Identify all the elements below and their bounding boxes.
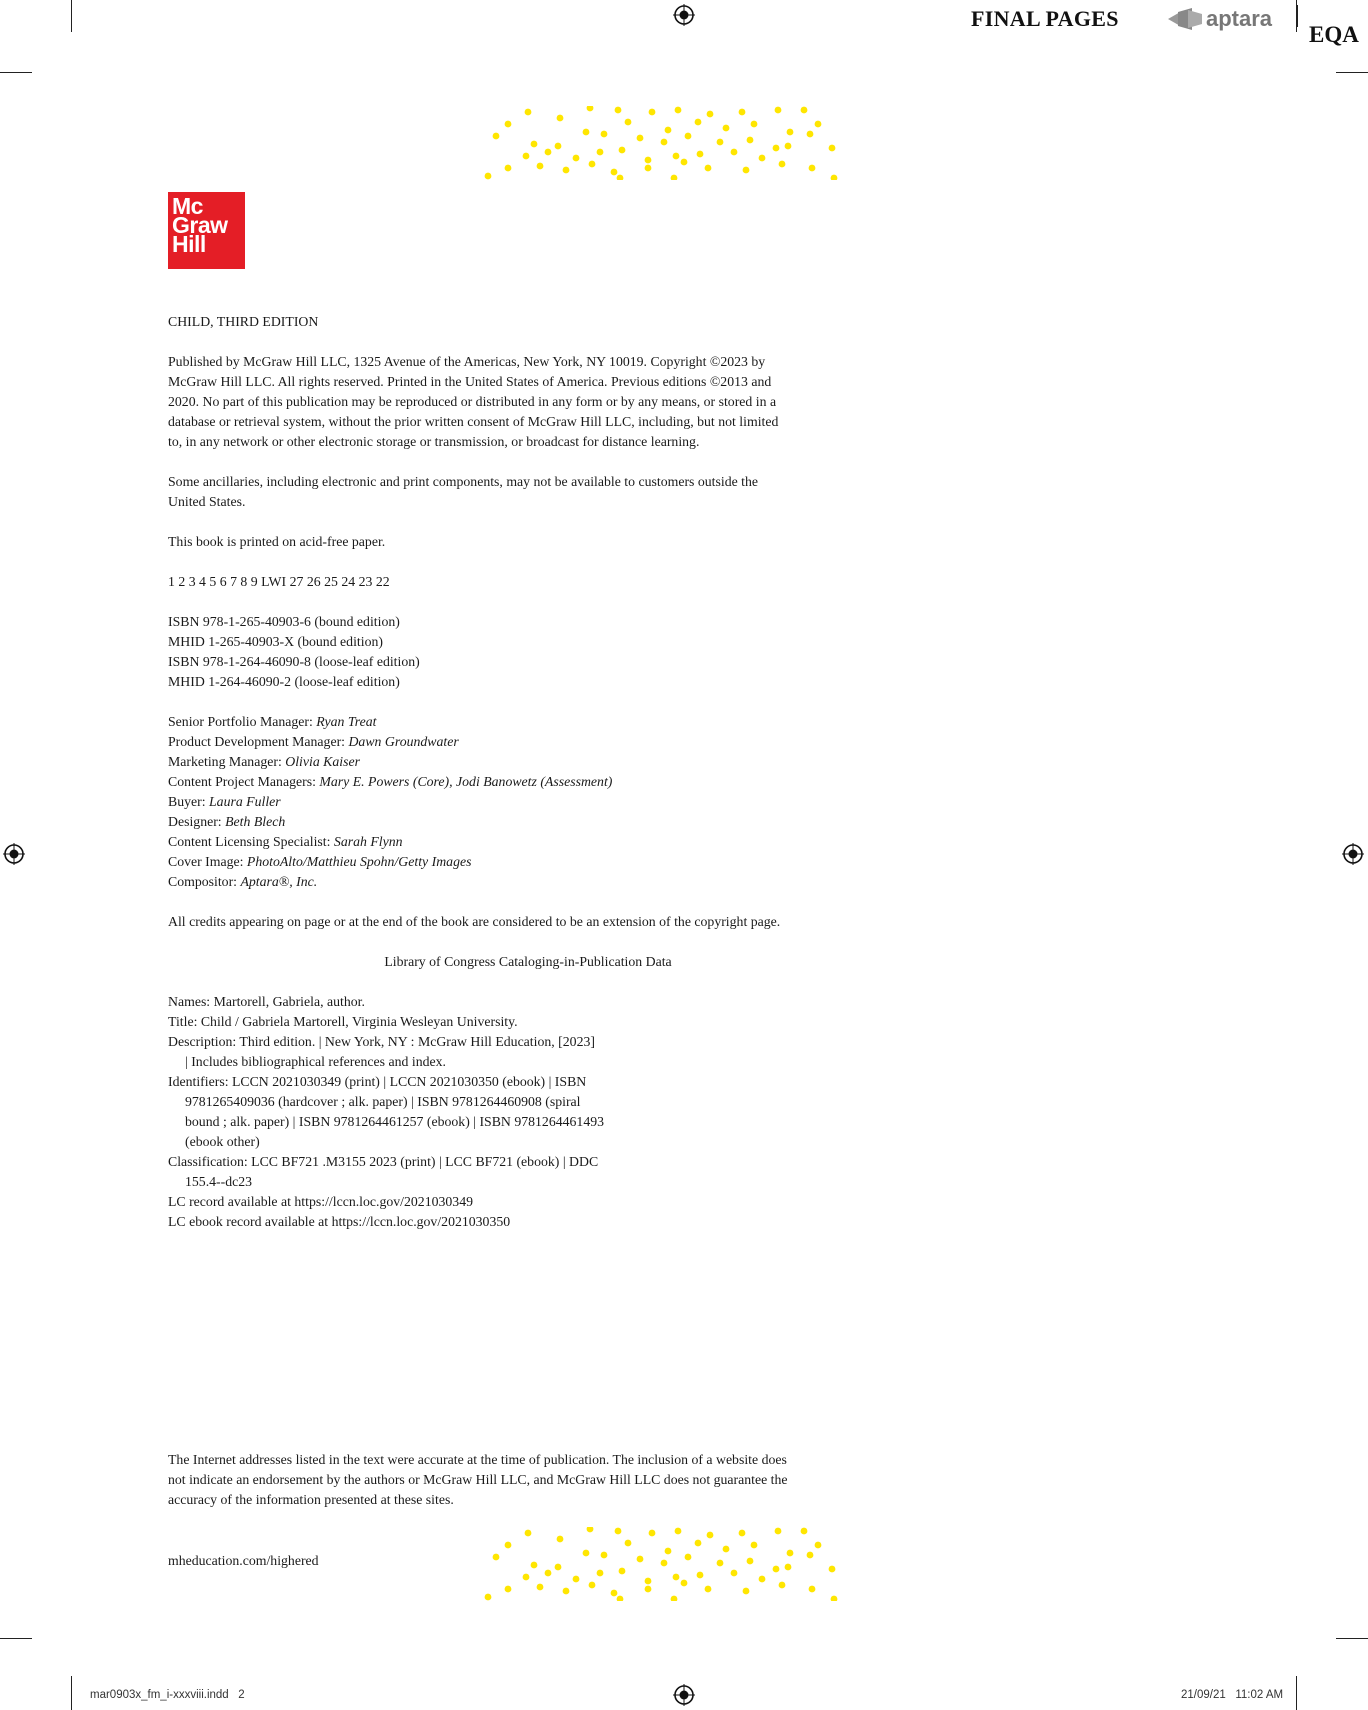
cip-line: Identifiers: LCCN 2021030349 (print) | LCCN 2021030350 (ebook) | ISBN [168,1074,587,1089]
dot [637,135,644,142]
dot [573,155,580,162]
dot [747,137,754,144]
dot [739,1530,746,1537]
date-time-slug: 21/09/21 11:02 AM [1181,1689,1284,1701]
dot [809,1586,816,1593]
dot [531,141,538,148]
credit-name: Ryan Treat [316,714,377,729]
text-line: Some ancillaries, including electronic and print components, may not be available to customers outside the [168,474,759,489]
dot [785,143,792,150]
dot [625,1540,632,1547]
dot [671,1596,678,1601]
registration-mark-icon [1342,843,1364,865]
crop-mark-bottom-right-h [1336,1638,1368,1639]
ancillaries-paragraph [168,472,898,512]
cip-line: Names: Martorell, Gabriela, author. [168,994,365,1009]
dot [525,1530,532,1537]
credit-line [168,812,898,832]
dot [537,163,544,170]
cip-line: Title: Child / Gabriela Martorell, Virginia Wesleyan University. [168,1014,518,1029]
credit-role: Marketing Manager: [168,754,286,769]
aptara-mark-icon [1168,8,1202,30]
dot [815,121,822,128]
credits-block [168,712,898,892]
dot [645,165,652,172]
dot [695,119,702,126]
credit-line [168,712,898,732]
book-title: CHILD, THIRD EDITION [168,314,319,329]
dot-pattern-top [484,106,840,180]
credit-line [168,872,898,892]
website-address: mheducation.com/highered [168,1553,319,1568]
slug-divider [1297,5,1298,27]
registration-mark-icon [673,1684,695,1706]
dot [775,1528,782,1535]
isbn-line: ISBN 978-1-265-40903-6 (bound edition) [168,614,400,629]
dot [731,149,738,156]
dot [751,121,758,128]
dot [563,1588,570,1595]
text-line: accuracy of the information presented at these sites. [168,1492,454,1507]
dot [681,159,688,166]
dot [779,161,786,168]
registration-mark-icon [673,4,695,26]
dot [809,165,816,172]
internet-disclaimer [168,1450,898,1510]
dot [759,1576,766,1583]
credit-role: Senior Portfolio Manager: [168,714,317,729]
dot [557,1536,564,1543]
dot [801,1528,808,1535]
credits-extension-note: All credits appearing on page or at the end of the book are considered to be an extension of the copyright page. [168,914,781,929]
text-line: database or retrieval system, without the prior written consent of McGraw Hill LLC, including, but not limited [168,414,779,429]
dot [831,1596,838,1601]
text-line: McGraw Hill LLC. All rights reserved. Printed in the United States of America. Previous editions ©2013 and [168,374,772,389]
dot [649,109,656,116]
text-line: to, in any network or other electronic storage or transmission, or broadcast for distance learning. [168,434,700,449]
dot [505,121,512,128]
crop-mark-top-right-h [1336,72,1368,73]
credit-line [168,832,898,852]
final-pages-label: FINAL PAGES [971,6,1119,31]
dot [829,145,836,152]
credit-line [168,772,898,792]
dot [587,106,594,111]
cip-line: 155.4--dc23 [185,1174,253,1189]
acid-free-note: This book is printed on acid-free paper. [168,534,386,549]
dot [645,1578,652,1585]
credit-role: Cover Image: [168,854,247,869]
cip-line: | Includes bibliographical references and index. [185,1054,446,1069]
credit-name: Sarah Flynn [333,834,403,849]
credit-role: Designer: [168,814,226,829]
dot [601,131,608,138]
cip-heading: Library of Congress Cataloging-in-Publication Data [384,954,672,969]
dot [645,157,652,164]
printing-line: 1 2 3 4 5 6 7 8 9 LWI 27 26 25 24 23 22 [168,574,390,589]
isbn-line: MHID 1-264-46090-2 (loose-leaf edition) [168,674,400,689]
dot [557,115,564,122]
dot [801,107,808,114]
logo-line: Mc [172,193,203,219]
cip-block [168,992,898,1232]
dot [751,1542,758,1549]
cip-line: Classification: LCC BF721 .M3155 2023 (print) | LCC BF721 (ebook) | DDC [168,1154,599,1169]
dot [671,175,678,180]
dot [695,1540,702,1547]
credit-role: Compositor: [168,874,241,889]
logo-line: Hill [172,231,206,257]
dot [743,167,750,174]
dot [743,1588,750,1595]
dot [505,1586,512,1593]
dot [675,1528,682,1535]
text-line: 2020. No part of this publication may be reproduced or distributed in any form or by any means, or stored in a [168,394,777,409]
credit-name: Aptara®, Inc. [240,874,318,889]
credit-name: Olivia Kaiser [285,754,360,769]
dot [649,1530,656,1537]
crop-mark-bottom-right-v [1296,1676,1297,1710]
dot [673,1574,680,1581]
dot [505,1542,512,1549]
isbn-block [168,612,898,692]
dot [707,1532,714,1539]
dot [615,1528,622,1535]
dot [697,1572,704,1579]
dot [779,1582,786,1589]
dot [493,133,500,140]
credit-name: Dawn Groundwater [348,734,459,749]
aptara-logo [1168,6,1272,32]
dot [611,1590,618,1597]
cip-line: 9781265409036 (hardcover ; alk. paper) | ISBN 9781264460908 (spiral [185,1094,581,1109]
credit-line [168,792,898,812]
cip-line: LC ebook record available at https://lccn.loc.gov/2021030350 [168,1214,511,1229]
dot [787,129,794,136]
cip-line: bound ; alk. paper) | ISBN 9781264461257 (ebook) | ISBN 9781264461493 [185,1114,605,1129]
file-name-slug: mar0903x_fm_i-xxxviii.indd 2 [90,1689,245,1701]
dot [523,153,530,160]
text-line: not indicate an endorsement by the authors or McGraw Hill LLC, and McGraw Hill LLC does not guarantee the [168,1472,788,1487]
dot [717,139,724,146]
dot [619,147,626,154]
dot [611,169,618,176]
dot [617,1596,624,1601]
dot [775,107,782,114]
dot [759,155,766,162]
credit-line [168,852,898,872]
credit-name: Mary E. Powers (Core), Jodi Banowetz (Assessment) [319,774,613,789]
credit-name: PhotoAlto/Matthieu Spohn/Getty Images [246,854,472,869]
dot [807,131,814,138]
dot [589,1582,596,1589]
dot [675,107,682,114]
dot [705,1586,712,1593]
credit-role: Content Licensing Specialist: [168,834,334,849]
dot [617,175,624,180]
credit-role: Product Development Manager: [168,734,349,749]
dot [723,125,730,132]
credit-role: Buyer: [168,794,209,809]
dot [707,111,714,118]
credit-line [168,732,898,752]
dot [537,1584,544,1591]
credit-role: Content Project Managers: [168,774,320,789]
crop-mark-bottom-left-h [0,1638,32,1639]
dot [773,145,780,152]
dot [545,149,552,156]
cip-line: LC record available at https://lccn.loc.gov/2021030349 [168,1194,473,1209]
credit-name: Beth Blech [225,814,286,829]
dot [555,143,562,150]
dot [661,139,668,146]
dot [523,1574,530,1581]
dot [525,109,532,116]
dot [615,107,622,114]
cip-line: (ebook other) [185,1134,260,1149]
credit-line [168,752,898,772]
text-line: Published by McGraw Hill LLC, 1325 Avenue of the Americas, New York, NY 10019. Copyright ©2023 by [168,354,766,369]
dot [673,153,680,160]
dot [815,1542,822,1549]
dot [563,167,570,174]
crop-mark-top-left-v [71,0,72,32]
mcgraw-hill-logo [168,192,245,269]
dot [597,149,604,156]
dot [681,1580,688,1587]
crop-mark-bottom-left-v [71,1676,72,1710]
dot [645,1586,652,1593]
logo-line: Graw [172,212,228,238]
dot [665,127,672,134]
dot [573,1576,580,1583]
dot [485,173,492,180]
dot [739,109,746,116]
isbn-line: MHID 1-265-40903-X (bound edition) [168,634,383,649]
registration-mark-icon [3,843,25,865]
isbn-line: ISBN 978-1-264-46090-8 (loose-leaf edition) [168,654,420,669]
dot [625,119,632,126]
aptara-wordmark: aptara [1206,6,1273,31]
publisher-paragraph [168,352,898,452]
cip-line: Description: Third edition. | New York, NY : McGraw Hill Education, [2023] [168,1034,595,1049]
crop-mark-top-left-h [0,72,32,73]
dot [705,165,712,172]
eqa-label: EQA [1309,22,1359,47]
dot [697,151,704,158]
dot [583,129,590,136]
dot [831,175,838,180]
dot [587,1527,594,1532]
dot [505,165,512,172]
text-line: The Internet addresses listed in the text were accurate at the time of publication. The inclusion of a website does [168,1452,787,1467]
text-line: United States. [168,494,246,509]
dot [685,133,692,140]
dot [485,1594,492,1601]
dot [589,161,596,168]
credit-name: Laura Fuller [209,794,281,809]
